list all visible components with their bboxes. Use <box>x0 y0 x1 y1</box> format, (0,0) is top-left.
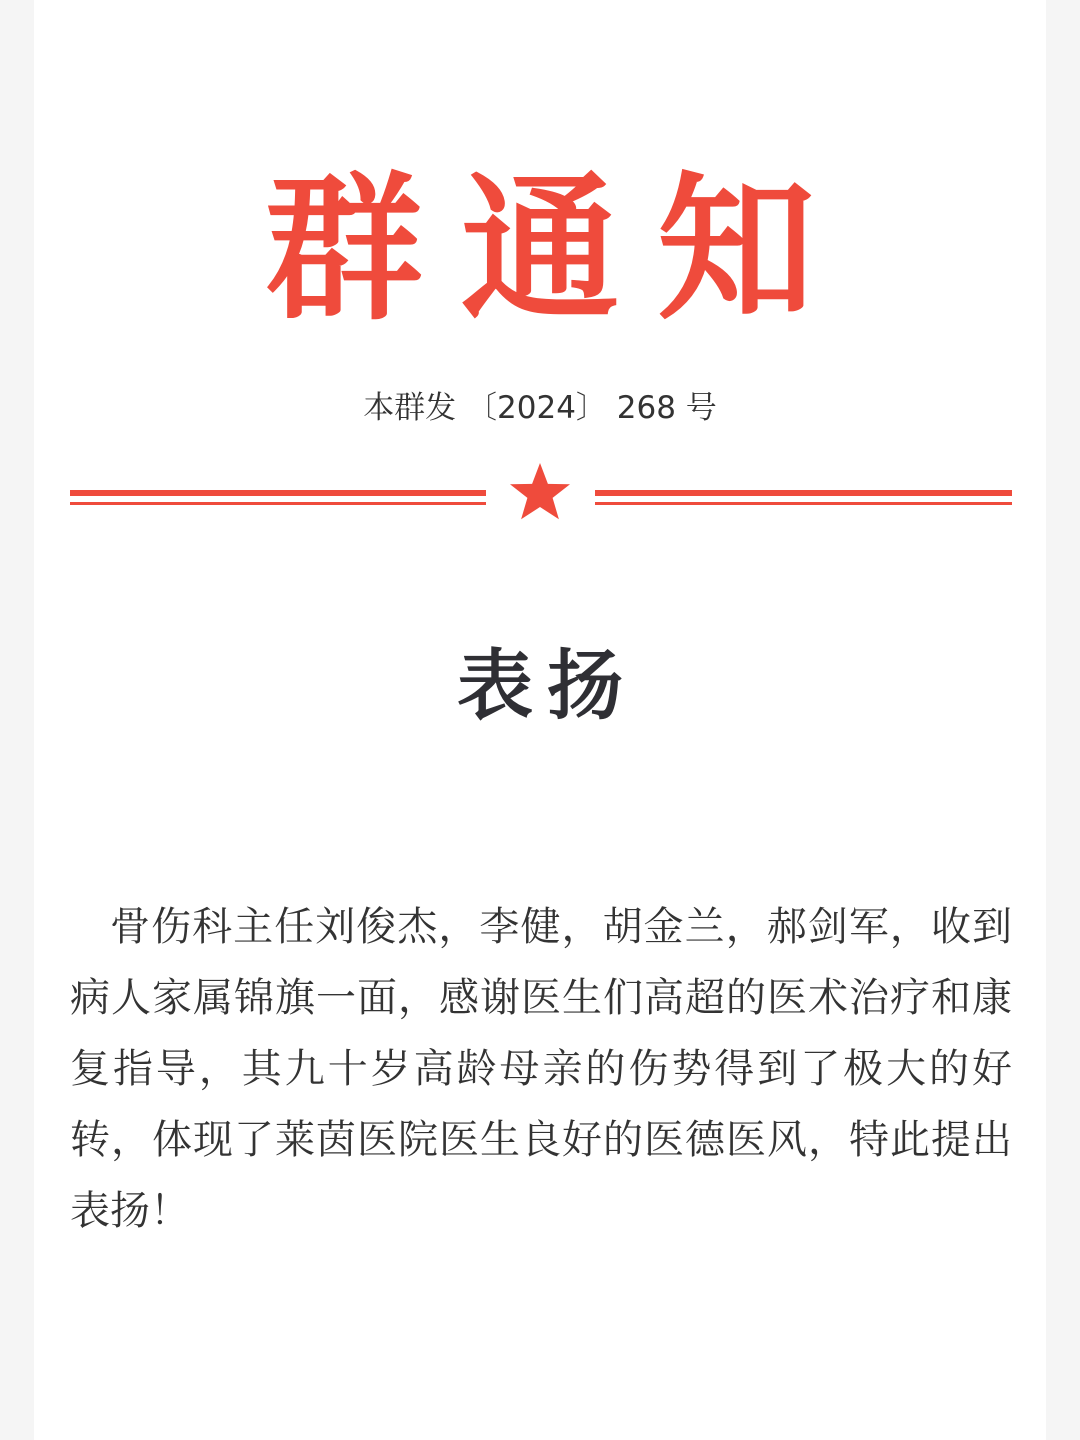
divider-left-thin-line <box>70 502 486 505</box>
header-divider <box>70 462 1012 526</box>
notice-body-text: 骨伤科主任刘俊杰，李健，胡金兰，郝剑军，收到病人家属锦旗一面，感谢医生们高超的医术治疗和康复指导，其九十岁高龄母亲的伤势得到了极大的好转，体现了莱茵医院医生良好的医德医风，特此提出表扬！ <box>70 904 1012 1234</box>
document-number: 本群发 〔2024〕 268 号 <box>363 390 717 426</box>
divider-right-thin-line <box>595 502 1012 505</box>
star-icon <box>510 463 570 519</box>
divider-right-thick-line <box>595 490 1012 496</box>
notice-header-title: 群通知 <box>265 157 853 342</box>
notice-title: 表扬 <box>457 641 637 730</box>
divider-left-thick-line <box>70 490 486 496</box>
